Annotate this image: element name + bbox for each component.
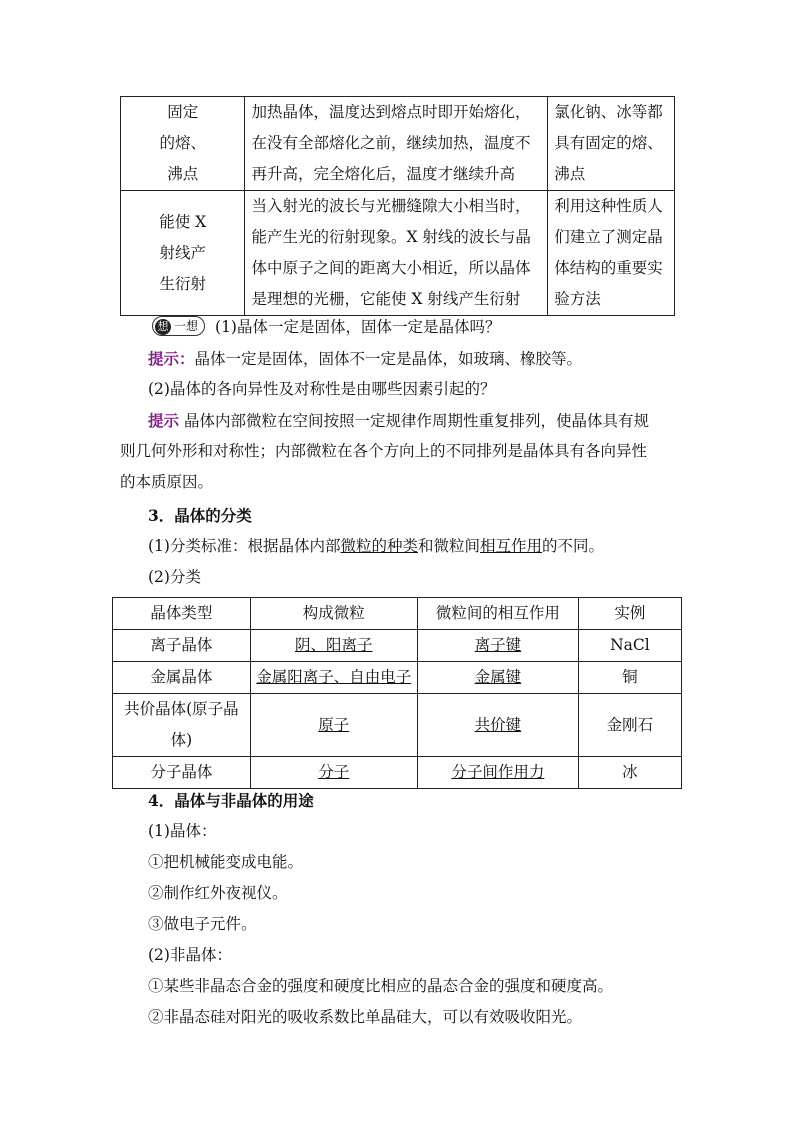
list-item: ②制作红外夜视仪。 <box>148 884 288 902</box>
section-3-heading: 3．晶体的分类 <box>148 506 252 525</box>
section-4-heading: 4．晶体与非晶体的用途 <box>148 791 314 810</box>
property-cell: 固定 的熔、 沸点 <box>121 97 245 191</box>
classification-criteria: (1)分类标准：根据晶体内部微粒的种类和微粒间相互作用的不同。 <box>148 537 605 555</box>
description-cell: 加热晶体，温度达到熔点时即开始熔化， 在没有全部熔化之前，继续加热，温度不 再升高，完全熔化后，温度才继续升高 <box>245 97 548 191</box>
classification-subheading: (2)分类 <box>148 568 201 586</box>
property-cell: 能使 X 射线产 生衍射 <box>121 191 245 316</box>
table-row <box>121 97 675 191</box>
example-cell: 利用这种性质人 们建立了测定晶 体结构的重要实 验方法 <box>548 191 675 316</box>
think-question-2: (2)晶体的各向异性及对称性是由哪些因素引起的？ <box>148 380 496 398</box>
table-row: 离子晶体 阴、阳离子 离子键 NaCl <box>113 630 682 662</box>
hint-2-line-2: 则几何外形和对称性；内部微粒在各个方向上的不同排列是晶体具有各向异性 <box>120 442 648 460</box>
list-item: ③做电子元件。 <box>148 915 257 933</box>
table-header-row: 晶体类型 构成微粒 微粒间的相互作用 实例 <box>113 598 682 630</box>
think-badge-icon: 想 <box>155 319 171 335</box>
hint-2-line-3: 的本质原因。 <box>120 473 214 491</box>
table-row: 分子晶体 分子 分子间作用力 冰 <box>113 757 682 789</box>
crystal-classification-table <box>112 597 682 789</box>
hint-label: 提示： <box>148 349 195 368</box>
hint-2-line-1: 提示 晶体内部微粒在空间按照一定规律作周期性重复排列，使晶体具有规 <box>148 411 649 430</box>
list-item: ②非晶态硅对阳光的吸收系数比单晶硅大，可以有效吸收阳光。 <box>148 1008 583 1026</box>
hint-1: 提示：晶体一定是固体，固体不一定是晶体，如玻璃、橡胶等。 <box>148 349 583 368</box>
table-row <box>121 191 675 316</box>
think-question-1: 想 一想 (1)晶体一定是固体，固体一定是晶体吗？ <box>152 312 500 343</box>
amorphous-uses-title: (2)非晶体： <box>148 946 232 964</box>
table-row: 共价晶体(原子晶 体) 原子 共价键 金刚石 <box>113 694 682 757</box>
list-item: ①把机械能变成电能。 <box>148 853 304 871</box>
hint-label: 提示 <box>148 411 180 430</box>
crystal-uses-title: (1)晶体： <box>148 822 217 840</box>
table-row: 金属晶体 金属阳离子、自由电子 金属键 铜 <box>113 662 682 694</box>
description-cell: 当入射光的波长与光栅缝隙大小相当时， 能产生光的衍射现象。X 射线的波长与晶 体中原子之间的距离大小相近，所以晶体 是理想的光栅，它能使 X 射线产生衍射 <box>245 191 548 316</box>
think-badge: 想 一想 <box>152 316 205 336</box>
list-item: ①某些非晶态合金的强度和硬度比相应的晶态合金的强度和硬度高。 <box>148 977 614 995</box>
crystal-properties-table <box>120 96 675 316</box>
example-cell: 氯化钠、冰等都 具有固定的熔、 沸点 <box>548 97 675 191</box>
